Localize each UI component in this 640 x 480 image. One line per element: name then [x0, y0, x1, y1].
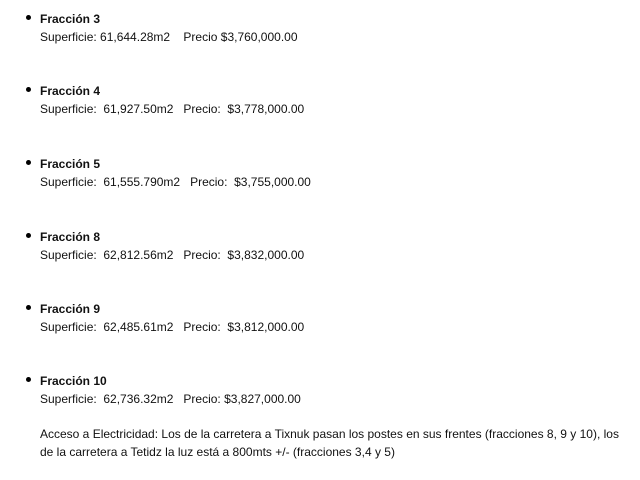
item-detail: Superficie: 61,644.28m2 Precio $3,760,000.00	[40, 30, 298, 44]
item-title: Fracción 3	[40, 12, 101, 26]
item-title: Fracción 8	[40, 230, 101, 244]
item-fraccion-4	[40, 82, 630, 118]
item-fraccion-10	[40, 372, 630, 408]
item-title: Fracción 10	[40, 374, 107, 388]
bullet-icon	[26, 377, 31, 382]
bullet-icon	[26, 87, 31, 92]
bullet-icon	[26, 305, 31, 310]
bullet-icon	[26, 160, 31, 165]
item-detail: Superficie: 62,736.32m2 Precio: $3,827,000.00	[40, 392, 301, 406]
item-fraccion-9	[40, 300, 630, 336]
item-detail: Superficie: 62,485.61m2 Precio: $3,812,000.00	[40, 320, 305, 334]
electricity-access-note: Acceso a Electricidad: Los de la carretera a Tixnuk pasan los postes en sus frentes (fracciones 8, 9 y 10), los de la carretera a Tetidz la luz está a 800mts +/- (fracciones 3,4 y 5)	[40, 427, 619, 459]
item-fraccion-3	[40, 10, 630, 46]
item-title: Fracción 4	[40, 84, 101, 98]
item-fraccion-8	[40, 228, 630, 264]
bullet-icon	[26, 15, 31, 20]
bullet-icon	[26, 233, 31, 238]
item-title: Fracción 5	[40, 157, 101, 171]
item-detail: Superficie: 61,927.50m2 Precio: $3,778,000.00	[40, 102, 305, 116]
item-detail: Superficie: 62,812.56m2 Precio: $3,832,000.00	[40, 248, 305, 262]
item-detail: Superficie: 61,555.790m2 Precio: $3,755,000.00	[40, 175, 311, 189]
item-fraccion-5	[40, 155, 630, 191]
item-title: Fracción 9	[40, 302, 101, 316]
